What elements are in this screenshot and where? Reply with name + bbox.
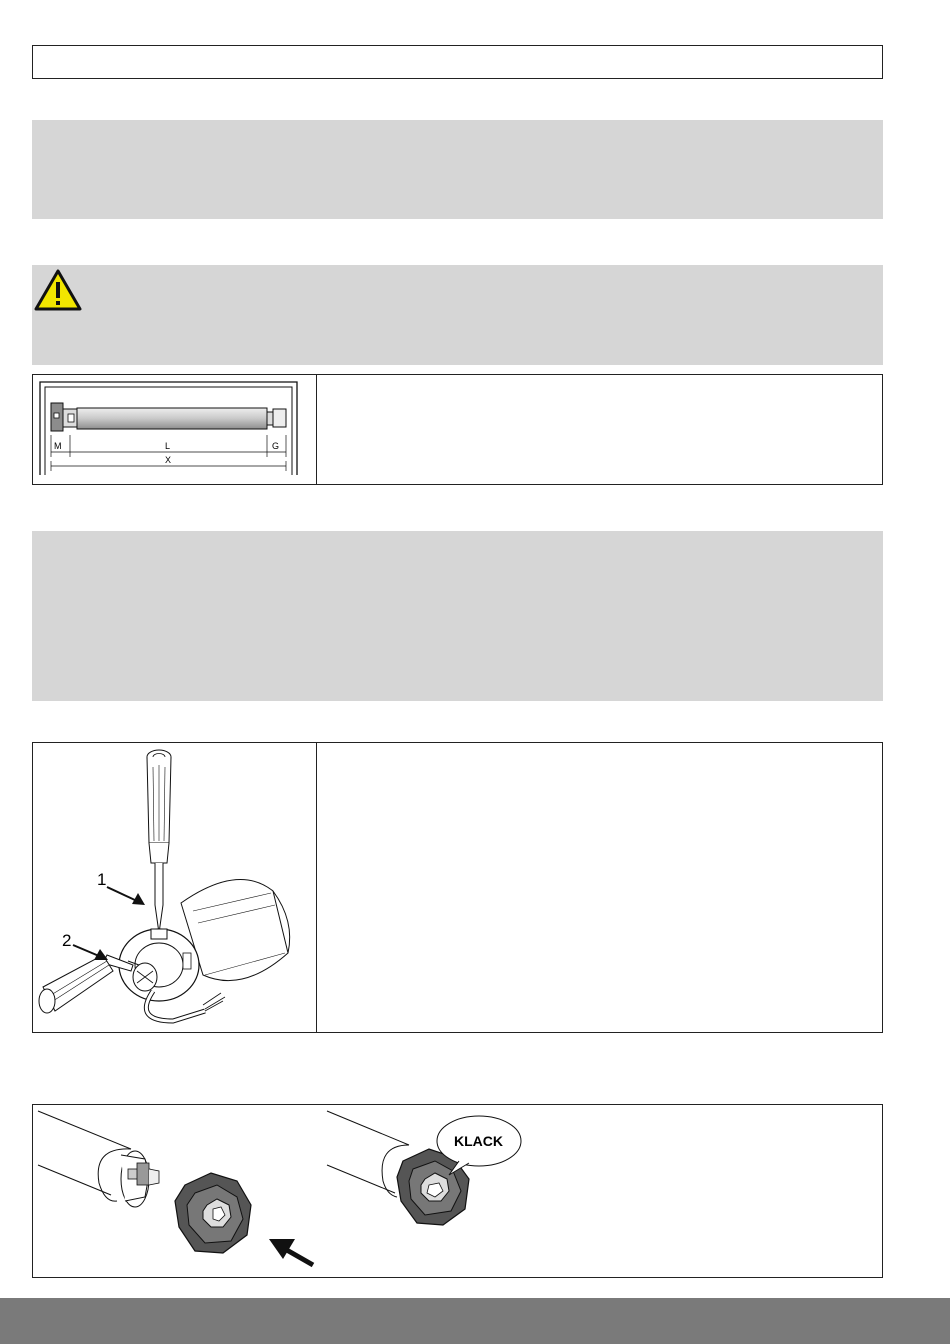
label-g: G	[272, 441, 280, 451]
warning-triangle-icon	[34, 269, 82, 311]
callout-2: 2	[62, 931, 72, 950]
screwdriver-figure	[32, 742, 883, 1033]
label-x: X	[165, 455, 172, 465]
figure-divider	[316, 375, 317, 484]
callout-1: 1	[97, 870, 107, 889]
header-bar	[32, 45, 883, 79]
tube-diagram	[37, 379, 313, 481]
info-panel-2	[32, 531, 883, 701]
footer-bar	[0, 1298, 950, 1344]
adapter-installed-diagram	[323, 1105, 573, 1277]
adapter-insert-diagram	[33, 1105, 333, 1277]
label-m: M	[54, 441, 62, 451]
label-l: L	[165, 441, 171, 451]
adapter-figure	[32, 1104, 883, 1278]
tube-dimension-figure	[32, 374, 883, 485]
screwdriver-diagram	[33, 743, 316, 1032]
figure-divider	[316, 743, 317, 1032]
warning-panel	[32, 265, 883, 365]
klack-label: KLACK	[454, 1133, 503, 1149]
info-panel-1	[32, 120, 883, 219]
